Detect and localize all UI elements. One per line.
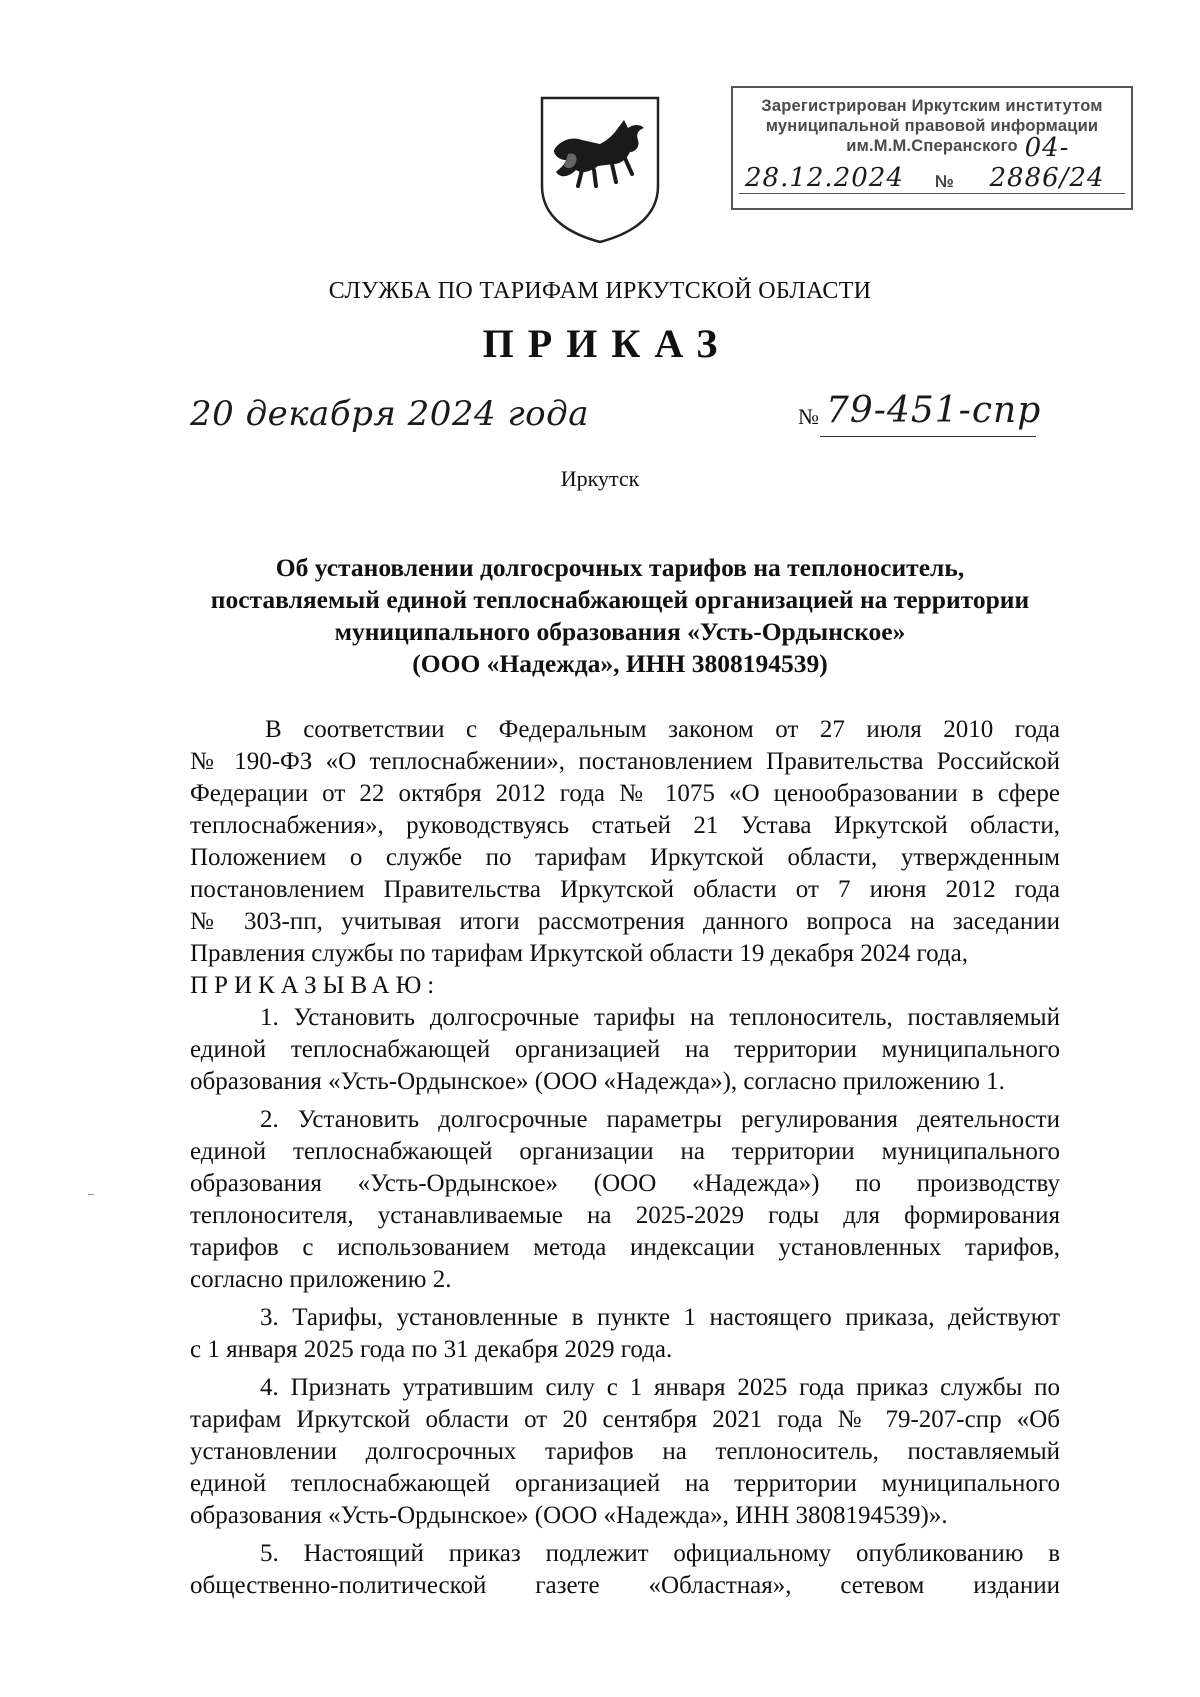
document-title bbox=[190, 552, 1050, 680]
city: Иркутск bbox=[560, 466, 640, 491]
order-number-label: № bbox=[798, 404, 819, 429]
item-line: с 1 января 2025 года по 31 декабря 2029 года. bbox=[190, 1336, 673, 1363]
stamp-number: 04-2886/24 bbox=[989, 133, 1105, 193]
document-body bbox=[190, 714, 1060, 1602]
item-line: образования «Усть-Ордынское» (ООО «Надежда», ИНН 3808194539)». bbox=[190, 1502, 948, 1529]
registration-stamp bbox=[731, 86, 1133, 210]
title-line: поставляемый единой теплоснабжающей организацией на территории bbox=[210, 585, 1030, 614]
item-line: теплоносителя, устанавливаемые на 2025-2029 годы для формирования bbox=[190, 1202, 1060, 1229]
order-number: 79-451-спр bbox=[826, 390, 1042, 431]
title-line: Об установлении долгосрочных тарифов на теплоноситель, bbox=[275, 553, 965, 582]
item-line: 4. Признать утратившим силу с 1 января 2025 года приказ службы по bbox=[260, 1374, 1060, 1401]
preamble-line: Правления службы по тарифам Иркутской области 19 декабря 2024 года, bbox=[190, 940, 968, 967]
item-line: тарифов с использованием метода индексации установленных тарифов, bbox=[190, 1234, 1060, 1261]
item-line: единой теплоснабжающей организацией на территории муниципального bbox=[190, 1470, 1060, 1497]
item-line: 2. Установить долгосрочные параметры регулирования деятельности bbox=[260, 1106, 1060, 1133]
item-line: образования «Усть-Ордынское» (ООО «Надежда») по производству bbox=[190, 1170, 1060, 1197]
item-line: единой теплоснабжающей организацией на территории муниципального bbox=[190, 1036, 1060, 1063]
organization-name: СЛУЖБА ПО ТАРИФАМ ИРКУТСКОЙ ОБЛАСТИ bbox=[328, 278, 872, 304]
order-number-underline bbox=[820, 436, 1036, 437]
document-type: ПРИКАЗ bbox=[482, 321, 732, 366]
item-line: единой теплоснабжающей организации на территории муниципального bbox=[190, 1138, 1060, 1165]
stamp-line-2: муниципальной правовой информации bbox=[765, 117, 1099, 135]
item-line: 5. Настоящий приказ подлежит официальному опубликованию в bbox=[260, 1540, 1060, 1567]
stamp-line-1: Зарегистрирован Иркутским институтом bbox=[761, 97, 1103, 115]
title-line: (ООО «Надежда», ИНН 3808194539) bbox=[412, 649, 828, 678]
preamble-line: № 303-пп, учитывая итоги рассмотрения данного вопроса на заседании bbox=[190, 908, 1060, 935]
title-line: муниципального образования «Усть-Ордынское» bbox=[334, 617, 906, 646]
preamble-line: теплоснабжения», руководствуясь статьей 21 Устава Иркутской области, bbox=[190, 812, 1060, 839]
stamp-number-label: № bbox=[935, 172, 954, 191]
stamp-line-3: им.М.М.Сперанского bbox=[846, 137, 1018, 155]
item-3 bbox=[190, 1302, 1060, 1366]
item-line: согласно приложению 2. bbox=[190, 1266, 452, 1293]
item-line: 3. Тарифы, установленные в пункте 1 настоящего приказа, действуют bbox=[260, 1304, 1060, 1331]
item-5 bbox=[190, 1538, 1060, 1602]
item-4 bbox=[190, 1372, 1060, 1532]
irkutsk-coat-of-arms-icon bbox=[538, 94, 662, 244]
item-line: 1. Установить долгосрочные тарифы на теплоноситель, поставляемый bbox=[260, 1004, 1060, 1031]
item-2 bbox=[190, 1104, 1060, 1296]
preamble-line: Федерации от 22 октября 2012 года № 1075 «О ценообразовании в сфере bbox=[190, 780, 1060, 807]
item-line: установлении долгосрочных тарифов на теплоноситель, поставляемый bbox=[190, 1438, 1060, 1465]
stamp-date: 28.12.2024 bbox=[745, 163, 904, 193]
item-line: общественно-политической газете «Областная», сетевом издании bbox=[190, 1572, 1060, 1599]
item-1 bbox=[190, 1002, 1060, 1098]
preamble-line: № 190-ФЗ «О теплоснабжении», постановлением Правительства Российской bbox=[190, 748, 1060, 775]
preamble bbox=[190, 714, 1060, 970]
item-line: тарифам Иркутской области от 20 сентября 2021 года № 79-207-спр «Об bbox=[190, 1406, 1060, 1433]
preamble-line: постановлением Правительства Иркутской области от 7 июня 2012 года bbox=[190, 876, 1060, 903]
preamble-line: В соответствии с Федеральным законом от 27 июля 2010 года bbox=[265, 716, 1060, 743]
preamble-line: Положением о службе по тарифам Иркутской области, утвержденным bbox=[190, 844, 1060, 871]
order-word: ПРИКАЗЫВАЮ: bbox=[190, 972, 441, 999]
order-date: 20 декабря 2024 года bbox=[190, 394, 589, 434]
item-line: образования «Усть-Ордынское» (ООО «Надежда»), согласно приложению 1. bbox=[190, 1068, 1005, 1095]
scan-mark bbox=[88, 1194, 94, 1195]
